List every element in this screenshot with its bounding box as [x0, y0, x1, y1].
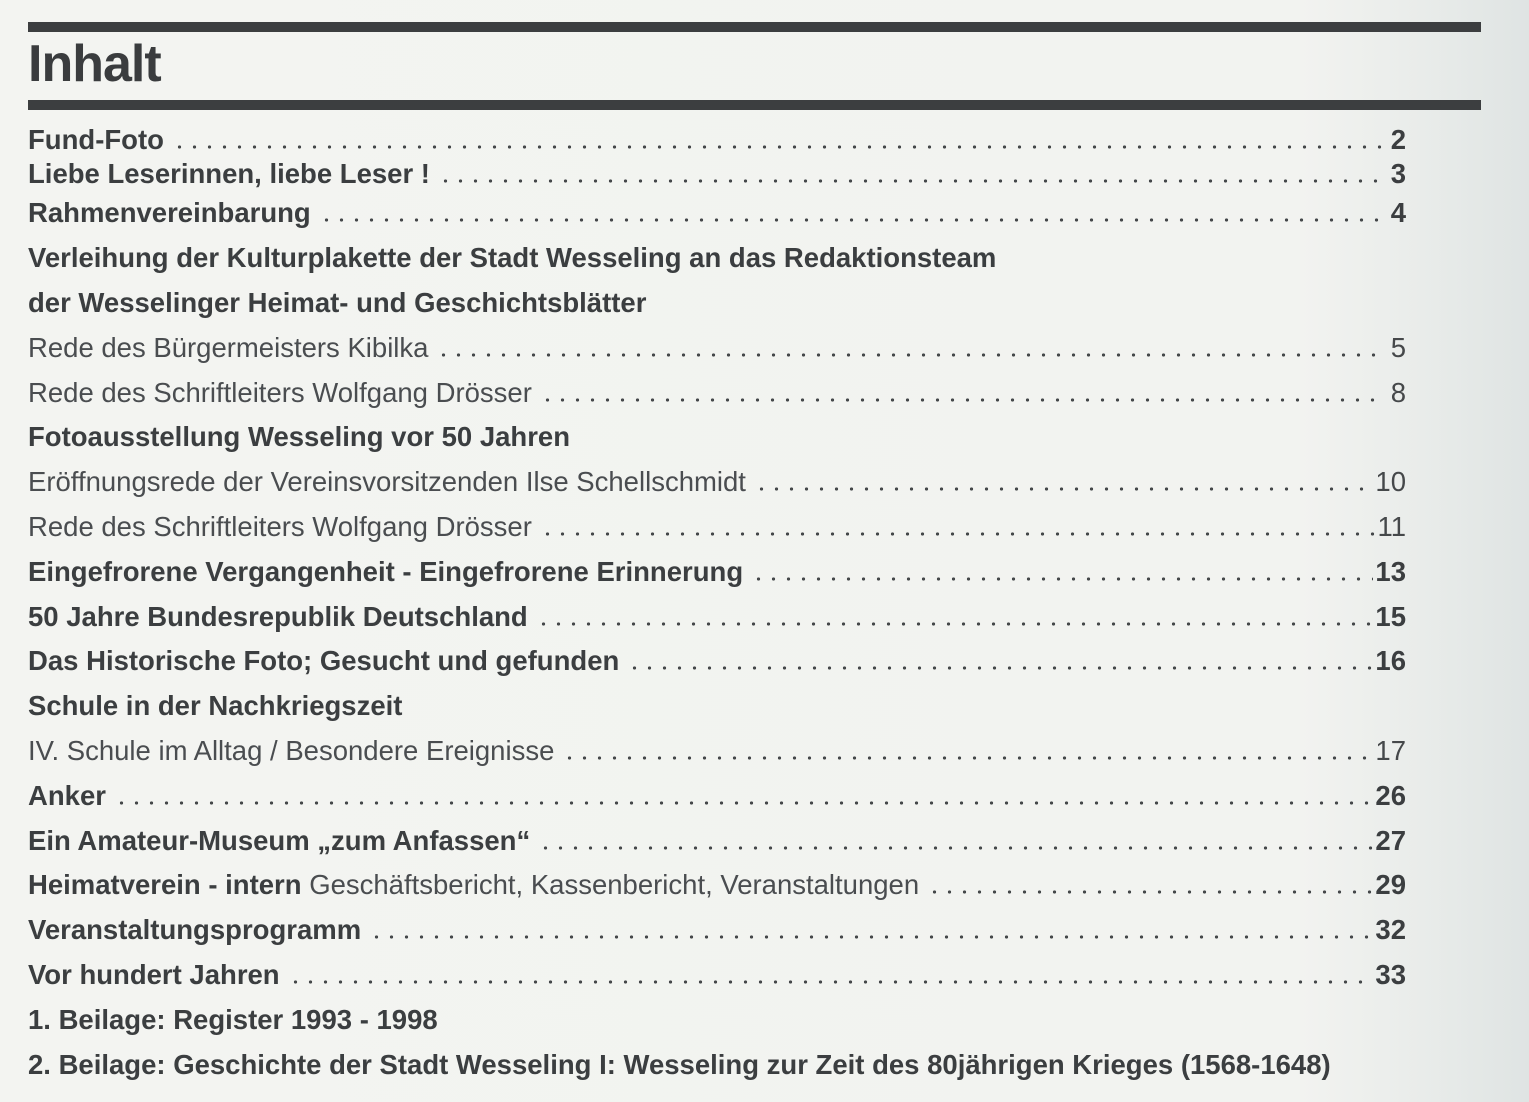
toc-page-number: 16	[1375, 645, 1406, 677]
toc-entry-title: Ein Amateur-Museum „zum Anfassen“	[28, 824, 531, 856]
toc-entry-title: Eingefrorene Vergangenheit - Eingefrorene Erinnerung	[28, 555, 744, 587]
toc-entry	[28, 818, 1406, 863]
toc-section-heading	[28, 236, 1406, 281]
toc-page-number: 15	[1375, 600, 1406, 632]
toc-heading-text: Schule in der Nachkriegszeit	[28, 690, 403, 722]
dot-leader	[536, 622, 1374, 626]
toc-entry-title: Heimatverein - intern Geschäftsbericht, Kassenbericht, Veranstaltungen	[28, 869, 920, 901]
top-rule	[28, 22, 1481, 32]
toc-entry	[28, 123, 1406, 157]
toc-entry-title: Rede des Schriftleiters Wolfgang Drösser	[28, 376, 532, 408]
toc-heading-text: Verleihung der Kulturplakette der Stadt Wesseling an das Redaktionsteam	[28, 242, 997, 274]
dot-leader	[172, 145, 1382, 149]
dot-leader	[562, 756, 1373, 760]
toc-page-number: 33	[1375, 958, 1406, 990]
dot-leader	[751, 577, 1373, 581]
toc-entry-title: 50 Jahre Bundesrepublik Deutschland	[28, 600, 528, 632]
toc-page-number: 8	[1390, 376, 1406, 408]
toc-entry	[28, 953, 1406, 998]
toc-entry	[28, 863, 1406, 908]
title-rule	[28, 100, 1481, 110]
toc-entry	[28, 594, 1406, 639]
dot-leader	[436, 353, 1382, 357]
dot-leader	[288, 980, 1374, 984]
toc-entry-title: Fund-Foto	[28, 124, 164, 155]
toc-page-number: 5	[1390, 331, 1406, 363]
toc-page-number: 11	[1377, 510, 1406, 542]
toc-page-number: 26	[1375, 779, 1406, 811]
dot-leader	[927, 890, 1373, 894]
toc-entry-title: Das Historische Foto; Gesucht und gefunden	[28, 645, 620, 677]
toc-entry-title: Liebe Leserinnen, liebe Leser !	[28, 158, 430, 189]
toc-entry-title: IV. Schule im Alltag / Besondere Ereignisse	[28, 734, 555, 766]
dot-leader	[538, 846, 1373, 850]
dot-leader	[438, 179, 1382, 183]
toc-entry-title: Rede des Bürgermeisters Kibilka	[28, 331, 429, 363]
dot-leader	[540, 398, 1382, 402]
dot-leader	[369, 935, 1373, 939]
toc-page-number: 17	[1375, 734, 1406, 766]
toc-page-number: 4	[1390, 197, 1406, 229]
toc-entry	[28, 773, 1406, 818]
dot-leader	[754, 487, 1373, 491]
toc-page-number: 29	[1375, 869, 1406, 901]
dot-leader	[627, 666, 1373, 670]
toc-subentry	[28, 370, 1406, 415]
toc-subentry	[28, 325, 1406, 370]
toc-page-number: 10	[1375, 466, 1406, 498]
toc-page-number: 2	[1390, 124, 1406, 155]
toc-entry-title: Rede des Schriftleiters Wolfgang Drösser	[28, 510, 532, 542]
toc-entry	[28, 549, 1406, 594]
toc-entry-title: Vor hundert Jahren	[28, 958, 280, 990]
dot-leader	[114, 801, 1373, 805]
toc-page-number: 13	[1375, 555, 1406, 587]
toc-section-heading	[28, 684, 1406, 729]
toc-supplement	[28, 1042, 1406, 1087]
page-title: Inhalt	[28, 35, 161, 93]
toc-entry-title: Rahmenvereinbarung	[28, 197, 311, 229]
table-of-contents	[28, 123, 1406, 1087]
toc-heading-text: der Wesselinger Heimat- und Geschichtsblätter	[28, 286, 647, 318]
dot-leader	[319, 218, 1382, 222]
toc-heading-text: 2. Beilage: Geschichte der Stadt Wesseling I: Wesseling zur Zeit des 80jährigen Krieges (1568-1648)	[28, 1048, 1331, 1080]
toc-entry-title: Anker	[28, 779, 106, 811]
toc-subentry	[28, 460, 1406, 505]
toc-entry-title: Eröffnungsrede der Vereinsvorsitzenden Ilse Schellschmidt	[28, 466, 746, 498]
toc-entry	[28, 639, 1406, 684]
toc-supplement	[28, 997, 1406, 1042]
toc-entry	[28, 157, 1406, 191]
toc-page-number: 32	[1375, 914, 1406, 946]
toc-page-number: 3	[1390, 158, 1406, 189]
toc-entry-title: Veranstaltungsprogramm	[28, 914, 362, 946]
toc-section-heading	[28, 281, 1406, 326]
toc-heading-text: Fotoausstellung Wesseling vor 50 Jahren	[28, 421, 570, 453]
toc-entry	[28, 908, 1406, 953]
toc-page-number: 27	[1375, 824, 1406, 856]
dot-leader	[540, 532, 1376, 536]
toc-heading-text: 1. Beilage: Register 1993 - 1998	[28, 1003, 438, 1035]
toc-section-heading	[28, 415, 1406, 460]
toc-entry	[28, 191, 1406, 236]
toc-subentry	[28, 505, 1406, 550]
toc-subentry	[28, 729, 1406, 774]
toc-entry-subtitle: Geschäftsbericht, Kassenbericht, Veranstaltungen	[309, 869, 920, 901]
